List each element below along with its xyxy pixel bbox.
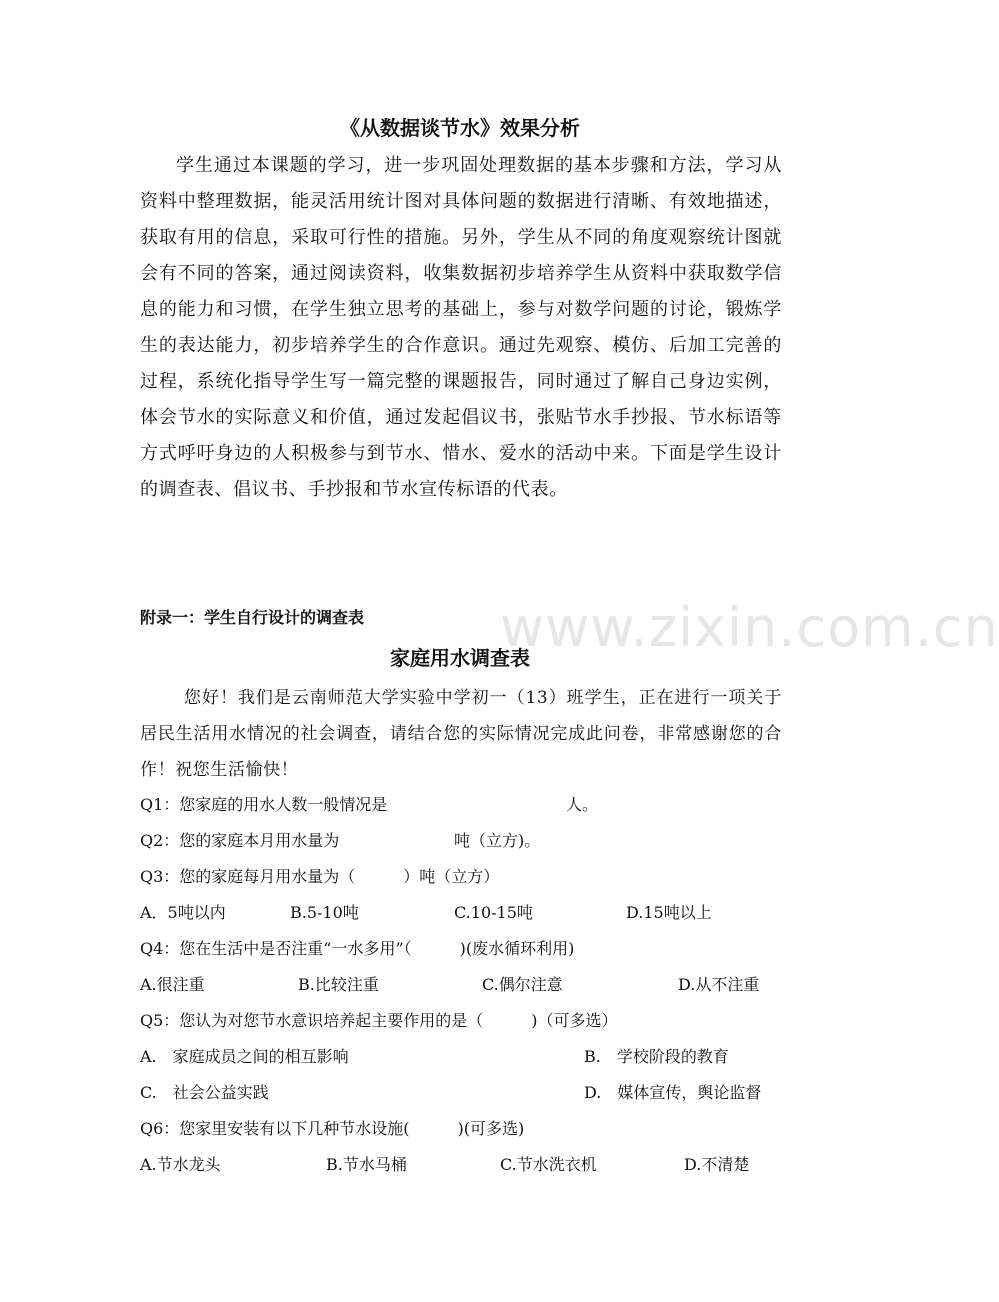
appendix-heading: 附录一：学生自行设计的调查表 [140, 608, 365, 627]
q6-option: C.节水洗衣机 [500, 1155, 597, 1174]
analysis-paragraph: 学生通过本课题的学习，进一步巩固处理数据的基本步骤和方法，学习从资料中整理数据，能灵活用统计图对具体问题的数据进行清晰、有效地描述，获取有用的信息，采取可行性的措施。另外，学生从不同的角度观察统计图就会有不同的答案，通过阅读资料，收集数据初步培养学生从资料中获取数学信息的能力和习惯，在学生独立思考的基础上，参与对数学问题的讨论，锻炼学生的表达能力，初步培养学生的合作意识。通过先观察、模仿、后加工完善的过程，系统化指导学生写一篇完整的课题报告，同时通过了解自己身边实例，体会节水的实际意义和价值，通过发起倡议书，张贴节水手抄报、节水标语等方式呼吁身边的人积极参与到节水、惜水、爱水的活动中来。下面是学生设计的调查表、倡议书、手抄报和节水宣传标语的代表。 [140, 155, 782, 500]
survey-title: 家庭用水调查表 [390, 646, 530, 670]
question-6: Q6：您家里安装有以下几种节水设施( )(可多选) [140, 1119, 525, 1138]
q5-option: B. 学校阶段的教育 [584, 1047, 729, 1066]
document-title: 《从数据谈节水》效果分析 [340, 116, 580, 140]
question-4: Q4：您在生活中是否注重“一水多用”（ )(废水循环利用) [140, 939, 575, 958]
survey-intro: 您好！我们是云南师范大学实验中学初一（13）班学生，正在进行一项关于居民生活用水情况的社会调查，请结合您的实际情况完成此问卷，非常感谢您的合作！祝您生活愉快！ [140, 688, 782, 780]
q4-option: B.比较注重 [298, 975, 379, 994]
question-1-suffix: 人。 [566, 795, 599, 814]
q3-option: D.15吨以上 [626, 903, 712, 922]
q5-option: D. 媒体宣传，舆论监督 [584, 1083, 762, 1102]
question-5: Q5：您认为对您节水意识培养起主要作用的是（ )（可多选） [140, 1011, 618, 1030]
q5-option: A. 家庭成员之间的相互影响 [140, 1047, 349, 1066]
q4-option: D.从不注重 [678, 975, 760, 994]
q5-option: C. 社会公益实践 [140, 1083, 269, 1102]
q4-option: C.偶尔注意 [482, 975, 563, 994]
q3-option: C.10-15吨 [454, 903, 533, 922]
watermark: www.zixin.com.cn [500, 596, 999, 659]
q4-option: A.很注重 [140, 975, 205, 994]
q6-option: D.不清楚 [684, 1155, 750, 1174]
question-3: Q3：您的家庭每月用水量为（ ）吨（立方） [140, 867, 500, 886]
question-2: Q2：您的家庭本月用水量为 [140, 831, 340, 850]
question-2-suffix: 吨（立方)。 [454, 831, 541, 850]
q3-option: A．5吨以内 [140, 903, 226, 922]
q3-option: B.5-10吨 [290, 903, 359, 922]
q6-option: B.节水马桶 [326, 1155, 407, 1174]
q6-option: A.节水龙头 [140, 1155, 221, 1174]
question-1: Q1：您家庭的用水人数一般情况是 [140, 795, 388, 814]
